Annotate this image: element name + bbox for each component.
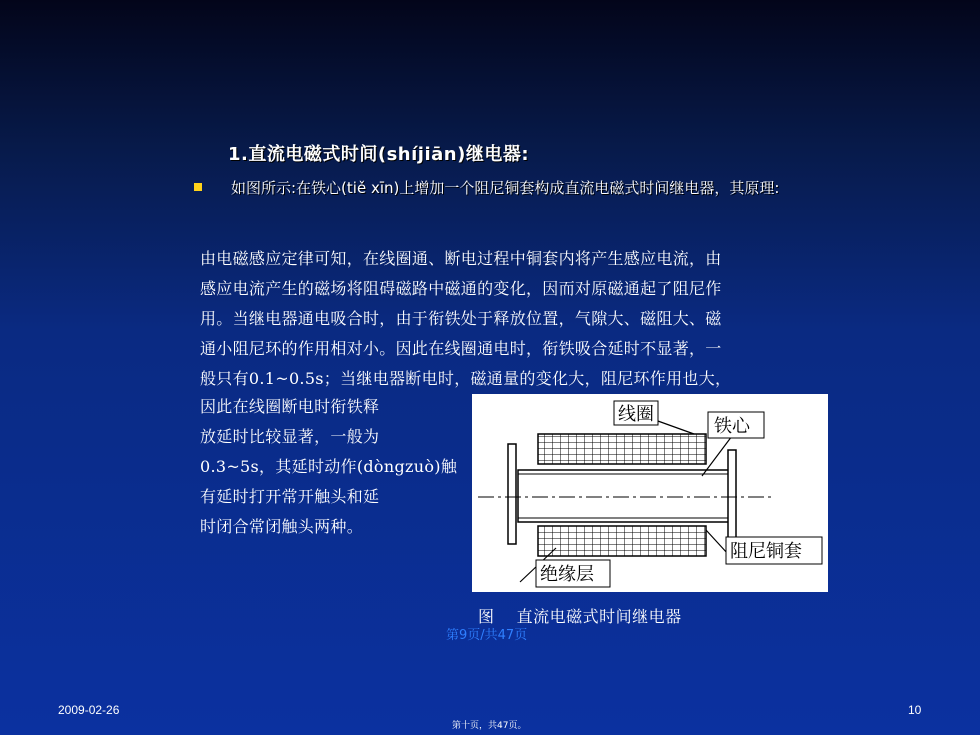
paragraph-line: 用。当继电器通电吸合时，由于衔铁处于释放位置，气隙大、磁阻大、磁 <box>200 309 722 328</box>
paragraph-line: 由电磁感应定律可知，在线圈通、断电过程中铜套内将产生感应电流，由 <box>200 249 722 268</box>
paragraph-line: 通小阻尼环的作用相对小。因此在线圈通电时，衔铁吸合延时不显著，一 <box>200 339 722 358</box>
paragraph-line: 0.3~5s，其延时动作(dòngzuò)触 <box>200 457 458 476</box>
relay-diagram <box>472 394 828 592</box>
slide-number: 10 <box>908 703 922 717</box>
paragraph-line: 感应电流产生的磁场将阻碍磁路中磁通的变化，因而对原磁通起了阻尼作 <box>200 279 722 298</box>
core-label: 铁心 <box>714 416 750 437</box>
relay-diagram-svg <box>472 394 828 592</box>
bullet-text: 如图所示:在铁心(tiě xīn)上增加一个阻尼铜套构成直流电磁式时间继电器，其原理: <box>231 179 780 197</box>
paragraph-line: 般只有0.1~0.5s；当继电器断电时，磁通量的变化大，阻尼环作用也大， <box>200 369 732 388</box>
coil-label: 线圈 <box>618 404 654 425</box>
figure-caption: 图 直流电磁式时间继电器 <box>478 607 682 626</box>
sleeve-label: 阻尼铜套 <box>730 541 802 562</box>
bullet-square-icon <box>194 183 202 191</box>
end-plate-left <box>508 444 516 544</box>
paragraph-line: 时闭合常闭触头两种。 <box>200 517 364 536</box>
end-plate-right <box>728 450 736 540</box>
slide-title: 1.直流电磁式时间(shíjiān)继电器: <box>228 144 530 165</box>
coil-bottom <box>538 526 706 556</box>
insulation-label: 绝缘层 <box>540 564 594 585</box>
coil-top <box>538 434 706 464</box>
paragraph-line: 有延时打开常开触头和延 <box>200 487 380 506</box>
page-info: 第9页/共47页 <box>446 628 528 643</box>
body-paragraph <box>200 244 810 394</box>
paragraph-line: 因此在线圈断电时衔铁释 <box>200 397 380 416</box>
footer-page-text: 第十页，共47页。 <box>452 721 527 731</box>
footer-date: 2009-02-26 <box>58 703 120 717</box>
core-tube <box>518 470 734 522</box>
paragraph-line: 放延时比较显著，一般为 <box>200 427 380 446</box>
